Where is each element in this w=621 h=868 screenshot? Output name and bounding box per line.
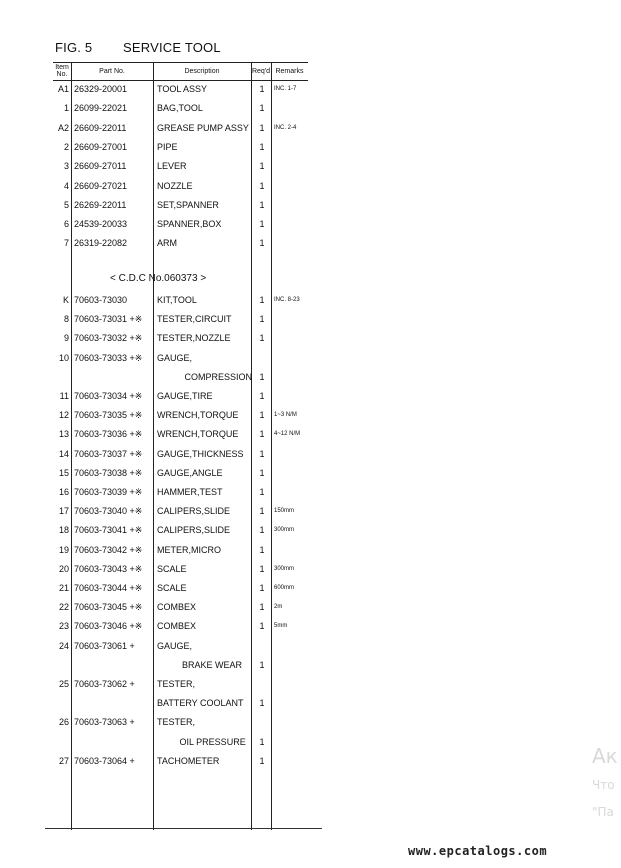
header-item-no: Item No. [55, 64, 69, 78]
figure-title [55, 40, 221, 55]
reqd-cell: 1 [259, 506, 265, 517]
table-row [0, 579, 621, 597]
reqd-cell: 1 [259, 141, 265, 152]
table-row [0, 387, 621, 405]
part-no-cell: 70603-73061 + [74, 640, 135, 651]
item-no-cell: 17 [58, 506, 69, 517]
reqd-cell: 1 [259, 161, 265, 172]
figure-number: FIG. 5 [55, 40, 93, 55]
item-no-cell: 26 [58, 717, 69, 728]
description-cell: OIL PRESSURE [157, 736, 246, 747]
table-row [0, 541, 621, 559]
description-cell: GAUGE,ANGLE [157, 467, 223, 478]
table-row [0, 464, 621, 482]
description-cell: GAUGE, [157, 640, 193, 651]
description-cell: WRENCH,TORQUE [157, 429, 239, 440]
item-no-cell: 3 [63, 161, 69, 172]
reqd-cell: 1 [259, 295, 265, 305]
part-no-cell: 26269-22011 [74, 199, 127, 210]
table-row [0, 752, 621, 770]
table-row [0, 675, 621, 693]
part-no-cell: 26319-22082 [74, 238, 128, 249]
item-no-cell: 12 [58, 410, 69, 421]
remarks-cell: 4~12 N/M [274, 431, 301, 438]
part-no-cell: 70603-73045 +※ [74, 602, 143, 613]
part-no-cell: 70603-73034 +※ [74, 391, 143, 401]
part-no-cell: 70603-73032 +※ [74, 333, 143, 344]
item-no-cell: 21 [58, 583, 69, 593]
part-no-cell: 26609-22011 [74, 122, 127, 133]
description-cell: ARM [157, 238, 177, 249]
description-cell: NOZZLE [157, 180, 193, 191]
reqd-cell: 1 [259, 448, 265, 459]
description-cell: CALIPERS,SLIDE [157, 506, 231, 517]
part-no-cell: 26099-22021 [74, 103, 128, 114]
remarks-cell: 150mm [274, 508, 295, 515]
item-no-cell: 25 [58, 679, 69, 689]
item-no-cell: A1 [57, 84, 69, 94]
part-no-cell: 24539-20033 [74, 219, 128, 230]
table-row [0, 138, 621, 156]
table-row [0, 445, 621, 463]
description-cell: SET,SPANNER [157, 199, 219, 210]
item-no-cell: 8 [63, 314, 69, 325]
figure-name: SERVICE TOOL [123, 40, 221, 55]
item-no-cell: 7 [63, 238, 69, 249]
description-cell: HAMMER,TEST [157, 487, 223, 497]
part-no-cell: 70603-73030 [74, 295, 128, 305]
description-cell: GAUGE, [157, 352, 193, 363]
table-row [0, 560, 621, 578]
reqd-cell: 1 [259, 371, 265, 382]
remarks-cell: INC. 8-23 [274, 297, 300, 303]
remarks-cell: 600mm [274, 585, 295, 591]
description-cell: BRAKE WEAR [157, 659, 243, 670]
table-row [0, 234, 621, 252]
table-row [0, 733, 621, 751]
remarks-cell: INC. 2-4 [274, 124, 297, 131]
reqd-cell: 1 [259, 238, 265, 249]
description-cell: CALIPERS,SLIDE [157, 525, 231, 536]
item-no-cell: K [62, 295, 69, 305]
description-cell: BATTERY COOLANT [157, 698, 244, 709]
header-part-no: Part No. [99, 67, 125, 75]
reqd-cell: 1 [259, 391, 265, 401]
reqd-cell: 1 [259, 333, 265, 344]
description-cell: TESTER, [157, 679, 196, 689]
remarks-cell: 300mm [274, 527, 295, 534]
reqd-cell: 1 [259, 219, 265, 230]
table-row [0, 406, 621, 424]
description-cell: SPANNER,BOX [157, 219, 222, 230]
header-description: Description [184, 67, 220, 75]
part-no-cell: 26609-27001 [74, 141, 128, 152]
item-no-cell: 9 [63, 333, 69, 344]
part-no-cell: 26609-27021 [74, 180, 128, 191]
reqd-cell: 1 [259, 544, 265, 555]
description-cell: GAUGE,THICKNESS [157, 448, 244, 459]
description-cell: TOOL ASSY [157, 84, 208, 94]
description-cell: COMPRESSION [157, 371, 253, 382]
reqd-cell: 1 [259, 563, 265, 574]
description-cell: PIPE [157, 141, 178, 152]
item-no-cell: 1 [63, 103, 69, 114]
part-no-cell: 70603-73036 +※ [74, 429, 143, 440]
reqd-cell: 1 [259, 736, 265, 747]
reqd-cell: 1 [259, 103, 265, 114]
table-row [0, 329, 621, 347]
description-cell: TACHOMETER [157, 755, 220, 766]
table-row [0, 310, 621, 328]
table-row [0, 656, 621, 674]
table-row [0, 713, 621, 731]
item-no-cell: 10 [58, 352, 69, 363]
watermark-line: Что [592, 778, 615, 792]
remarks-cell: INC. 1-7 [274, 86, 297, 92]
table-row [0, 502, 621, 520]
table-row [0, 119, 621, 137]
description-cell: METER,MICRO [157, 544, 221, 555]
item-no-cell: 6 [63, 219, 69, 230]
watermark-line: "Па [592, 805, 614, 819]
item-no-cell: 2 [63, 141, 69, 152]
part-no-cell: 70603-73038 +※ [74, 467, 143, 478]
description-cell: TESTER,CIRCUIT [157, 314, 232, 325]
part-no-cell: 70603-73033 +※ [74, 352, 143, 363]
part-no-cell: 70603-73041 +※ [74, 525, 143, 536]
item-no-cell: 14 [58, 448, 69, 459]
reqd-cell: 1 [259, 602, 265, 613]
reqd-cell: 1 [259, 180, 265, 191]
reqd-cell: 1 [259, 314, 265, 325]
part-no-cell: 70603-73042 +※ [74, 544, 143, 555]
item-no-cell: 4 [63, 180, 69, 191]
reqd-cell: 1 [259, 467, 265, 478]
item-no-cell: 23 [58, 621, 69, 632]
part-no-cell: 70603-73031 +※ [74, 314, 143, 325]
table-row [0, 483, 621, 501]
footer-site-url: www.epcatalogs.com [408, 844, 548, 858]
part-no-cell: 70603-73035 +※ [74, 410, 143, 421]
remarks-cell: 5mm [274, 623, 288, 630]
part-no-cell: 70603-73063 + [74, 717, 135, 728]
table-row [0, 196, 621, 214]
header-reqd: Req'd [251, 67, 271, 75]
part-no-cell: 70603-73043 +※ [74, 563, 143, 574]
part-no-cell: 70603-73044 +※ [74, 583, 143, 593]
part-no-cell: 70603-73039 +※ [74, 487, 143, 497]
watermark-line: Ак [592, 744, 618, 768]
part-no-cell: 70603-73064 + [74, 755, 135, 766]
item-no-cell: 13 [58, 429, 69, 440]
table-row [0, 291, 621, 309]
reqd-cell: 1 [259, 487, 265, 497]
description-cell: KIT,TOOL [157, 295, 197, 305]
item-no-cell: 20 [58, 563, 69, 574]
table-row [0, 368, 621, 386]
reqd-cell: 1 [259, 199, 265, 210]
item-no-cell: 15 [58, 467, 69, 478]
description-cell: GREASE PUMP ASSY [157, 122, 249, 133]
reqd-cell: 1 [259, 122, 265, 133]
part-no-cell: 70603-73062 + [74, 679, 135, 689]
description-cell: SCALE [157, 563, 187, 574]
reqd-cell: 1 [259, 755, 265, 766]
table-row [0, 157, 621, 175]
remarks-cell: 2m [274, 604, 283, 611]
remarks-cell: 300mm [274, 565, 295, 572]
reqd-cell: 1 [259, 698, 265, 709]
part-no-cell: 70603-73040 +※ [74, 506, 143, 517]
item-no-cell: 24 [58, 640, 69, 651]
description-cell: COMBEX [157, 602, 197, 613]
description-cell: LEVER [157, 161, 187, 172]
part-no-cell: 70603-73046 +※ [74, 621, 143, 632]
reqd-cell: 1 [259, 84, 265, 94]
table-row [0, 694, 621, 712]
table-row [0, 215, 621, 233]
table-row [0, 637, 621, 655]
item-no-cell: 16 [58, 487, 69, 497]
remarks-cell: 1~3 N/M [274, 412, 297, 419]
table-row [0, 425, 621, 443]
table-row [0, 80, 621, 98]
reqd-cell: 1 [259, 410, 265, 421]
item-no-cell: A2 [57, 122, 69, 133]
item-no-cell: 19 [58, 544, 69, 555]
description-cell: COMBEX [157, 621, 197, 632]
reqd-cell: 1 [259, 429, 265, 440]
reqd-cell: 1 [259, 659, 265, 670]
table-row [0, 349, 621, 367]
header-remarks: Remarks [275, 67, 304, 75]
description-cell: TESTER, [157, 717, 196, 728]
item-no-cell: 22 [58, 602, 69, 613]
item-no-cell: 18 [58, 525, 69, 536]
section-label: < C.D.C No.060373 > [110, 273, 207, 284]
item-no-cell: 11 [59, 391, 69, 401]
item-no-cell: 27 [58, 755, 69, 766]
description-cell: BAG,TOOL [157, 103, 203, 114]
item-no-cell: 5 [63, 199, 69, 210]
part-no-cell: 26329-20001 [74, 84, 128, 94]
reqd-cell: 1 [259, 525, 265, 536]
table-row [0, 177, 621, 195]
table-bottom-rule [45, 828, 322, 829]
table-row [0, 598, 621, 616]
description-cell: SCALE [157, 583, 187, 593]
reqd-cell: 1 [259, 621, 265, 632]
part-no-cell: 70603-73037 +※ [74, 448, 143, 459]
description-cell: TESTER,NOZZLE [157, 333, 231, 344]
table-row [0, 521, 621, 539]
table-row [0, 617, 621, 635]
reqd-cell: 1 [259, 583, 265, 593]
table-row [0, 99, 621, 117]
description-cell: GAUGE,TIRE [157, 391, 213, 401]
description-cell: WRENCH,TORQUE [157, 410, 239, 421]
part-no-cell: 26609-27011 [74, 161, 127, 172]
